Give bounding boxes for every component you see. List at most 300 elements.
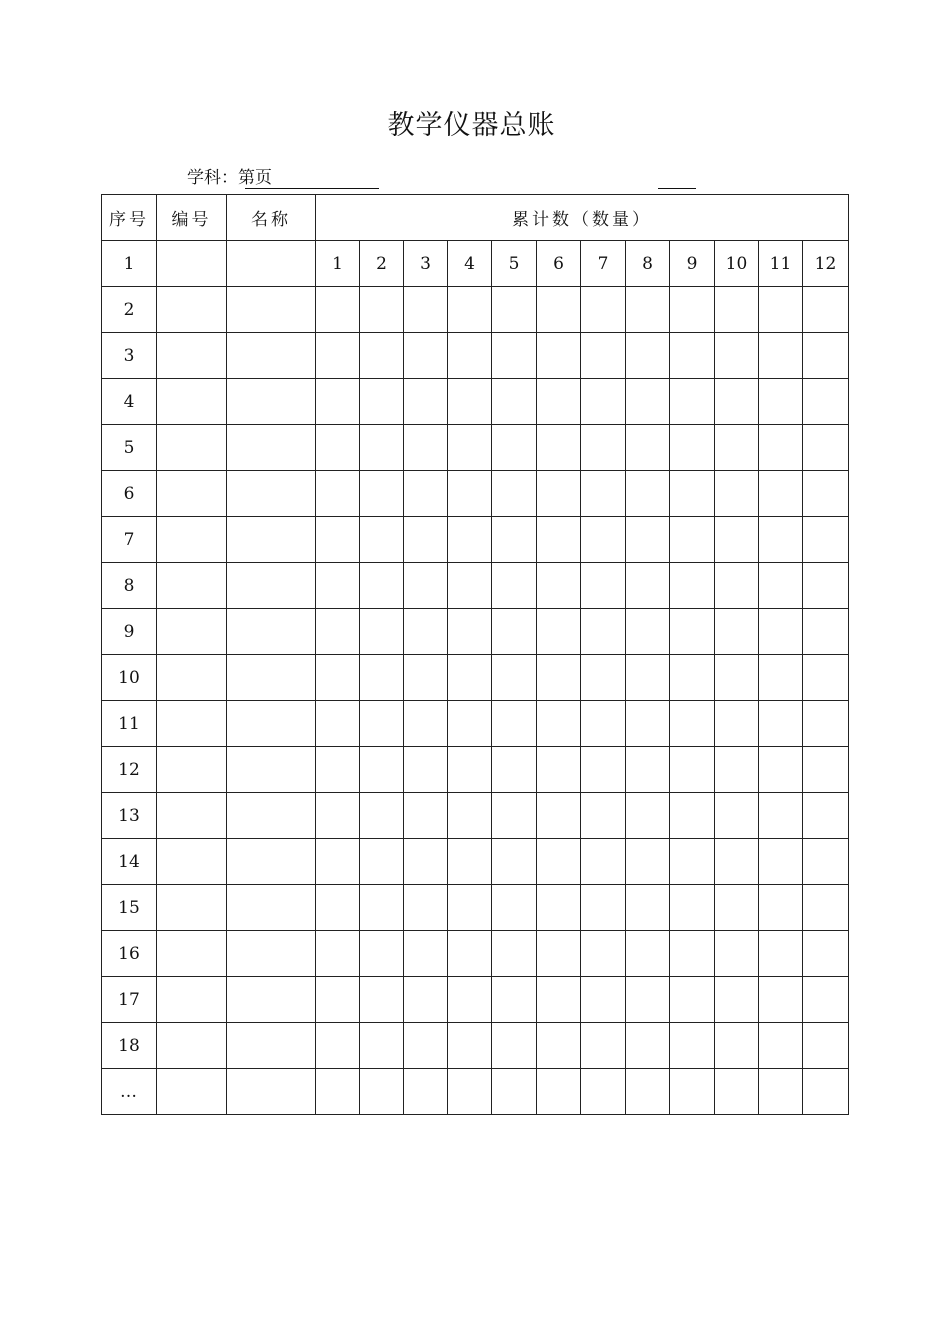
quantity-cell	[670, 747, 715, 793]
quantity-cell	[803, 1023, 849, 1069]
quantity-cell	[316, 655, 360, 701]
quantity-cell	[360, 471, 404, 517]
row-name-cell	[227, 241, 316, 287]
row-code-cell	[157, 747, 227, 793]
quantity-cell	[759, 839, 803, 885]
quantity-cell	[404, 701, 448, 747]
quantity-cell	[360, 333, 404, 379]
quantity-cell	[360, 839, 404, 885]
quantity-cell	[360, 1069, 404, 1115]
quantity-cell	[626, 379, 670, 425]
quantity-cell	[404, 563, 448, 609]
quantity-cell	[715, 701, 759, 747]
row-seq-cell: 4	[102, 379, 157, 425]
quantity-cell	[360, 885, 404, 931]
quantity-cell	[759, 425, 803, 471]
row-name-cell	[227, 747, 316, 793]
quantity-cell	[316, 333, 360, 379]
quantity-cell	[537, 931, 581, 977]
quantity-cell	[448, 793, 492, 839]
page-title: 教学仪器总账	[387, 110, 556, 141]
table-row	[102, 1069, 849, 1115]
quantity-cell	[803, 655, 849, 701]
quantity-cell	[670, 563, 715, 609]
quantity-cell	[537, 839, 581, 885]
header-code: 编号	[157, 195, 227, 241]
quantity-cell	[492, 379, 537, 425]
quantity-cell	[670, 931, 715, 977]
quantity-cell	[448, 1023, 492, 1069]
quantity-cell	[316, 425, 360, 471]
header-name: 名称	[227, 195, 316, 241]
quantity-cell	[404, 609, 448, 655]
quantity-cell	[670, 885, 715, 931]
quantity-cell	[715, 333, 759, 379]
row-name-cell	[227, 517, 316, 563]
quantity-cell	[404, 379, 448, 425]
quantity-cell	[581, 609, 626, 655]
quantity-cell	[492, 701, 537, 747]
quantity-cell	[715, 839, 759, 885]
quantity-cell	[448, 977, 492, 1023]
quantity-cell	[581, 1069, 626, 1115]
quantity-cell	[537, 1069, 581, 1115]
quantity-cell	[715, 655, 759, 701]
quantity-cell	[626, 655, 670, 701]
quantity-cell	[448, 563, 492, 609]
subject-label: 学科：第页	[187, 168, 272, 188]
row-name-cell	[227, 701, 316, 747]
quantity-cell	[581, 701, 626, 747]
quantity-cell	[537, 655, 581, 701]
row-seq-cell: 18	[102, 1023, 157, 1069]
quantity-cell	[492, 517, 537, 563]
quantity-cell	[670, 471, 715, 517]
quantity-cell	[715, 747, 759, 793]
quantity-cell	[316, 287, 360, 333]
quantity-cell	[670, 977, 715, 1023]
quantity-cell	[492, 1023, 537, 1069]
quantity-cell	[581, 517, 626, 563]
row-code-cell	[157, 931, 227, 977]
quantity-cell	[316, 471, 360, 517]
quantity-cell	[404, 471, 448, 517]
quantity-cell	[759, 655, 803, 701]
quantity-cell	[316, 379, 360, 425]
quantity-cell	[360, 1023, 404, 1069]
quantity-cell	[316, 1069, 360, 1115]
row-code-cell	[157, 701, 227, 747]
row-name-cell	[227, 931, 316, 977]
quantity-cell	[316, 885, 360, 931]
row-seq-cell: 1	[102, 241, 157, 287]
quantity-cell	[581, 747, 626, 793]
quantity-cell	[404, 425, 448, 471]
row-name-cell	[227, 793, 316, 839]
row-name-cell	[227, 379, 316, 425]
row-code-cell	[157, 333, 227, 379]
table-row	[102, 425, 849, 471]
quantity-cell	[581, 1023, 626, 1069]
quantity-cell	[537, 333, 581, 379]
column-number-cell: 1	[316, 241, 360, 287]
row-seq-cell: 8	[102, 563, 157, 609]
header-row	[102, 195, 849, 241]
row-code-cell	[157, 977, 227, 1023]
table-row	[102, 517, 849, 563]
row-name-cell	[227, 1069, 316, 1115]
quantity-cell	[492, 885, 537, 931]
quantity-cell	[360, 517, 404, 563]
quantity-cell	[626, 1069, 670, 1115]
table-row	[102, 747, 849, 793]
quantity-cell	[360, 609, 404, 655]
quantity-cell	[715, 287, 759, 333]
quantity-cell	[670, 1069, 715, 1115]
quantity-cell	[581, 931, 626, 977]
quantity-cell	[448, 379, 492, 425]
row-seq-cell: 11	[102, 701, 157, 747]
quantity-cell	[537, 609, 581, 655]
table-row	[102, 885, 849, 931]
quantity-cell	[803, 563, 849, 609]
quantity-cell	[360, 701, 404, 747]
quantity-cell	[492, 333, 537, 379]
quantity-cell	[715, 1023, 759, 1069]
row-code-cell	[157, 793, 227, 839]
quantity-cell	[759, 977, 803, 1023]
quantity-cell	[581, 793, 626, 839]
quantity-cell	[670, 701, 715, 747]
row-name-cell	[227, 287, 316, 333]
quantity-cell	[448, 609, 492, 655]
quantity-cell	[316, 1023, 360, 1069]
quantity-cell	[360, 931, 404, 977]
row-code-cell	[157, 885, 227, 931]
quantity-cell	[404, 793, 448, 839]
quantity-cell	[404, 977, 448, 1023]
quantity-cell	[316, 609, 360, 655]
quantity-cell	[448, 655, 492, 701]
quantity-cell	[626, 977, 670, 1023]
quantity-cell	[670, 1023, 715, 1069]
quantity-cell	[404, 885, 448, 931]
quantity-cell	[759, 793, 803, 839]
quantity-cell	[626, 425, 670, 471]
quantity-cell	[759, 885, 803, 931]
quantity-cell	[759, 609, 803, 655]
quantity-cell	[715, 425, 759, 471]
row-name-cell	[227, 655, 316, 701]
quantity-cell	[715, 885, 759, 931]
table-row	[102, 287, 849, 333]
quantity-cell	[360, 563, 404, 609]
row-seq-cell: 9	[102, 609, 157, 655]
row-code-cell	[157, 517, 227, 563]
row-name-cell	[227, 471, 316, 517]
quantity-cell	[316, 517, 360, 563]
quantity-cell	[803, 1069, 849, 1115]
quantity-cell	[448, 931, 492, 977]
quantity-cell	[626, 609, 670, 655]
quantity-cell	[492, 977, 537, 1023]
column-number-cell: 7	[581, 241, 626, 287]
quantity-cell	[360, 379, 404, 425]
quantity-cell	[759, 1023, 803, 1069]
column-number-cell: 5	[492, 241, 537, 287]
quantity-cell	[759, 471, 803, 517]
table-row	[102, 333, 849, 379]
quantity-cell	[759, 287, 803, 333]
ledger-table	[101, 194, 849, 1115]
table-row	[102, 977, 849, 1023]
column-number-cell: 6	[537, 241, 581, 287]
quantity-cell	[492, 563, 537, 609]
quantity-cell	[803, 287, 849, 333]
quantity-cell	[360, 287, 404, 333]
quantity-cell	[715, 931, 759, 977]
quantity-cell	[626, 563, 670, 609]
row-code-cell	[157, 1069, 227, 1115]
row-seq-cell: 16	[102, 931, 157, 977]
quantity-cell	[581, 885, 626, 931]
quantity-cell	[803, 747, 849, 793]
quantity-cell	[670, 793, 715, 839]
column-number-cell: 12	[803, 241, 849, 287]
quantity-cell	[448, 425, 492, 471]
quantity-cell	[581, 333, 626, 379]
quantity-cell	[537, 471, 581, 517]
quantity-cell	[759, 701, 803, 747]
row-name-cell	[227, 977, 316, 1023]
quantity-cell	[316, 747, 360, 793]
quantity-cell	[759, 563, 803, 609]
quantity-cell	[404, 333, 448, 379]
quantity-cell	[537, 885, 581, 931]
table-row	[102, 701, 849, 747]
quantity-cell	[626, 701, 670, 747]
table-row	[102, 793, 849, 839]
quantity-cell	[626, 333, 670, 379]
quantity-cell	[626, 793, 670, 839]
quantity-cell	[759, 747, 803, 793]
quantity-cell	[581, 655, 626, 701]
row-code-cell	[157, 241, 227, 287]
quantity-cell	[626, 839, 670, 885]
table-row	[102, 931, 849, 977]
quantity-cell	[492, 471, 537, 517]
quantity-cell	[360, 977, 404, 1023]
quantity-cell	[626, 885, 670, 931]
column-number-cell: 10	[715, 241, 759, 287]
row-name-cell	[227, 609, 316, 655]
row-name-cell	[227, 333, 316, 379]
quantity-cell	[715, 471, 759, 517]
quantity-cell	[670, 655, 715, 701]
quantity-cell	[715, 609, 759, 655]
quantity-cell	[404, 747, 448, 793]
quantity-cell	[759, 333, 803, 379]
column-number-cell: 3	[404, 241, 448, 287]
row-seq-cell: 12	[102, 747, 157, 793]
quantity-cell	[803, 517, 849, 563]
row-seq-cell: 2	[102, 287, 157, 333]
header-seq: 序号	[102, 195, 157, 241]
quantity-cell	[803, 885, 849, 931]
quantity-cell	[670, 425, 715, 471]
quantity-cell	[448, 701, 492, 747]
quantity-cell	[803, 793, 849, 839]
quantity-cell	[803, 425, 849, 471]
quantity-cell	[759, 379, 803, 425]
quantity-cell	[715, 379, 759, 425]
column-number-cell: 4	[448, 241, 492, 287]
quantity-cell	[448, 471, 492, 517]
quantity-cell	[803, 701, 849, 747]
quantity-cell	[626, 747, 670, 793]
quantity-cell	[670, 287, 715, 333]
table-row	[102, 839, 849, 885]
quantity-cell	[626, 287, 670, 333]
quantity-cell	[803, 977, 849, 1023]
table-row	[102, 655, 849, 701]
row-code-cell	[157, 471, 227, 517]
row-seq-cell: 13	[102, 793, 157, 839]
column-number-cell: 8	[626, 241, 670, 287]
row-seq-cell: 10	[102, 655, 157, 701]
quantity-cell	[492, 793, 537, 839]
quantity-cell	[360, 655, 404, 701]
row-seq-cell: 14	[102, 839, 157, 885]
quantity-cell	[404, 931, 448, 977]
quantity-cell	[715, 793, 759, 839]
header-cumulative: 累计数（数量）	[316, 195, 849, 241]
quantity-cell	[537, 287, 581, 333]
column-number-cell: 9	[670, 241, 715, 287]
quantity-cell	[492, 609, 537, 655]
quantity-cell	[581, 425, 626, 471]
ledger-body	[102, 241, 849, 1115]
row-code-cell	[157, 1023, 227, 1069]
quantity-cell	[404, 1069, 448, 1115]
quantity-cell	[581, 839, 626, 885]
row-seq-cell: 3	[102, 333, 157, 379]
row-code-cell	[157, 839, 227, 885]
quantity-cell	[448, 287, 492, 333]
row-seq-cell: 17	[102, 977, 157, 1023]
quantity-cell	[448, 747, 492, 793]
row-seq-cell: 7	[102, 517, 157, 563]
quantity-cell	[316, 793, 360, 839]
table-row	[102, 563, 849, 609]
quantity-cell	[492, 839, 537, 885]
quantity-cell	[626, 517, 670, 563]
quantity-cell	[448, 1069, 492, 1115]
quantity-cell	[670, 379, 715, 425]
row-name-cell	[227, 1023, 316, 1069]
quantity-cell	[537, 1023, 581, 1069]
quantity-cell	[360, 793, 404, 839]
column-number-cell: 2	[360, 241, 404, 287]
quantity-cell	[360, 747, 404, 793]
quantity-cell	[537, 563, 581, 609]
quantity-cell	[581, 287, 626, 333]
quantity-cell	[448, 885, 492, 931]
quantity-cell	[581, 379, 626, 425]
row-name-cell	[227, 563, 316, 609]
row-seq-cell: 5	[102, 425, 157, 471]
quantity-cell	[670, 333, 715, 379]
quantity-cell	[581, 977, 626, 1023]
table-row	[102, 1023, 849, 1069]
table-row	[102, 609, 849, 655]
page-underline	[658, 188, 696, 189]
quantity-cell	[537, 701, 581, 747]
quantity-cell	[759, 931, 803, 977]
quantity-cell	[715, 1069, 759, 1115]
column-number-cell: 11	[759, 241, 803, 287]
quantity-cell	[492, 287, 537, 333]
table-row	[102, 241, 849, 287]
quantity-cell	[670, 839, 715, 885]
quantity-cell	[316, 839, 360, 885]
quantity-cell	[670, 609, 715, 655]
row-code-cell	[157, 379, 227, 425]
row-name-cell	[227, 839, 316, 885]
row-code-cell	[157, 609, 227, 655]
quantity-cell	[316, 977, 360, 1023]
quantity-cell	[626, 931, 670, 977]
quantity-cell	[404, 1023, 448, 1069]
quantity-cell	[581, 471, 626, 517]
quantity-cell	[670, 517, 715, 563]
quantity-cell	[715, 563, 759, 609]
quantity-cell	[537, 793, 581, 839]
quantity-cell	[492, 425, 537, 471]
quantity-cell	[537, 747, 581, 793]
quantity-cell	[537, 977, 581, 1023]
quantity-cell	[803, 379, 849, 425]
quantity-cell	[803, 333, 849, 379]
quantity-cell	[492, 1069, 537, 1115]
quantity-cell	[537, 517, 581, 563]
quantity-cell	[316, 701, 360, 747]
quantity-cell	[316, 931, 360, 977]
quantity-cell	[316, 563, 360, 609]
quantity-cell	[626, 1023, 670, 1069]
quantity-cell	[448, 839, 492, 885]
quantity-cell	[492, 655, 537, 701]
quantity-cell	[715, 977, 759, 1023]
quantity-cell	[803, 609, 849, 655]
row-seq-cell: …	[102, 1069, 157, 1115]
quantity-cell	[448, 517, 492, 563]
quantity-cell	[715, 517, 759, 563]
quantity-cell	[404, 655, 448, 701]
quantity-cell	[492, 931, 537, 977]
row-code-cell	[157, 563, 227, 609]
quantity-cell	[803, 471, 849, 517]
quantity-cell	[404, 287, 448, 333]
quantity-cell	[581, 563, 626, 609]
quantity-cell	[492, 747, 537, 793]
row-name-cell	[227, 425, 316, 471]
table-row	[102, 379, 849, 425]
row-seq-cell: 15	[102, 885, 157, 931]
quantity-cell	[759, 517, 803, 563]
row-name-cell	[227, 885, 316, 931]
quantity-cell	[759, 1069, 803, 1115]
